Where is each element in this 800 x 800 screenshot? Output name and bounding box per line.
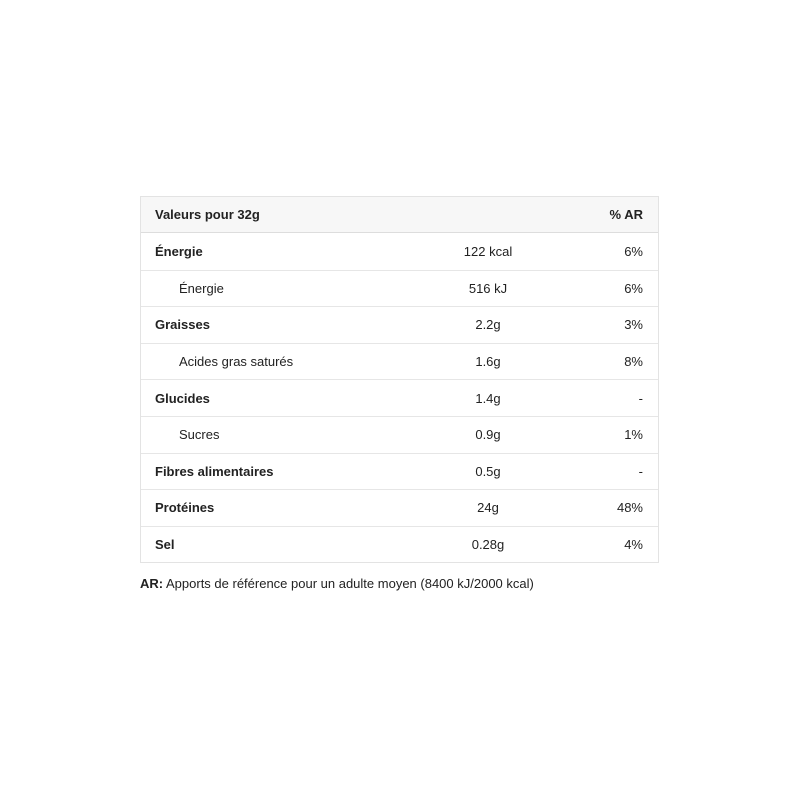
nutrient-name: Glucides [155, 390, 210, 406]
footnote-text: Apports de référence pour un adulte moyen (8400 kJ/2000 kcal) [163, 576, 534, 591]
table-row-energie-kcal [141, 233, 658, 270]
nutrient-ar: 3% [624, 317, 643, 333]
nutrient-ar: 6% [624, 243, 643, 259]
nutrient-value: 24g [477, 500, 499, 516]
table-row-graisses [141, 306, 658, 343]
nutrient-value: 1.6g [475, 354, 501, 370]
nutrient-ar: 8% [624, 354, 643, 370]
nutrient-value: 1.4g [475, 390, 501, 406]
nutrient-name: Énergie [155, 243, 203, 259]
nutrient-name: Sel [155, 537, 175, 553]
nutrient-name: Acides gras saturés [179, 354, 294, 370]
table-row-sel [141, 526, 658, 563]
reference-intake-footnote [140, 576, 534, 591]
nutrient-value: 2.2g [475, 317, 501, 333]
nutrient-value: 122 kcal [463, 243, 513, 259]
nutrient-ar: 6% [624, 280, 643, 296]
nutrient-value: 516 kJ [468, 280, 508, 296]
header-ar-label: % AR [609, 207, 643, 222]
nutrient-value: 0.28g [471, 537, 505, 553]
nutrient-ar: 4% [624, 537, 643, 553]
table-row-glucides [141, 379, 658, 416]
table-header-row [141, 197, 658, 233]
nutrition-table [140, 196, 659, 563]
nutrient-ar: - [638, 463, 643, 479]
nutrient-name: Graisses [155, 317, 210, 333]
nutrient-value: 0.5g [475, 463, 501, 479]
nutrient-name: Sucres [179, 427, 220, 443]
table-row-energie-kj [141, 270, 658, 307]
table-row-sucres [141, 416, 658, 453]
nutrient-ar: 1% [624, 427, 643, 443]
nutrient-name: Protéines [155, 500, 215, 516]
table-row-proteines [141, 489, 658, 526]
footnote-key: AR: [140, 576, 164, 591]
nutrient-value: 0.9g [475, 427, 501, 443]
nutrient-name: Fibres alimentaires [155, 463, 274, 479]
table-row-fibres-alimentaires [141, 453, 658, 490]
table-row-acides-gras-satures [141, 343, 658, 380]
nutrient-ar: - [638, 390, 643, 406]
nutrient-ar: 48% [616, 500, 643, 516]
header-portion-label: Valeurs pour 32g [155, 207, 260, 222]
nutrient-name: Énergie [179, 280, 224, 296]
